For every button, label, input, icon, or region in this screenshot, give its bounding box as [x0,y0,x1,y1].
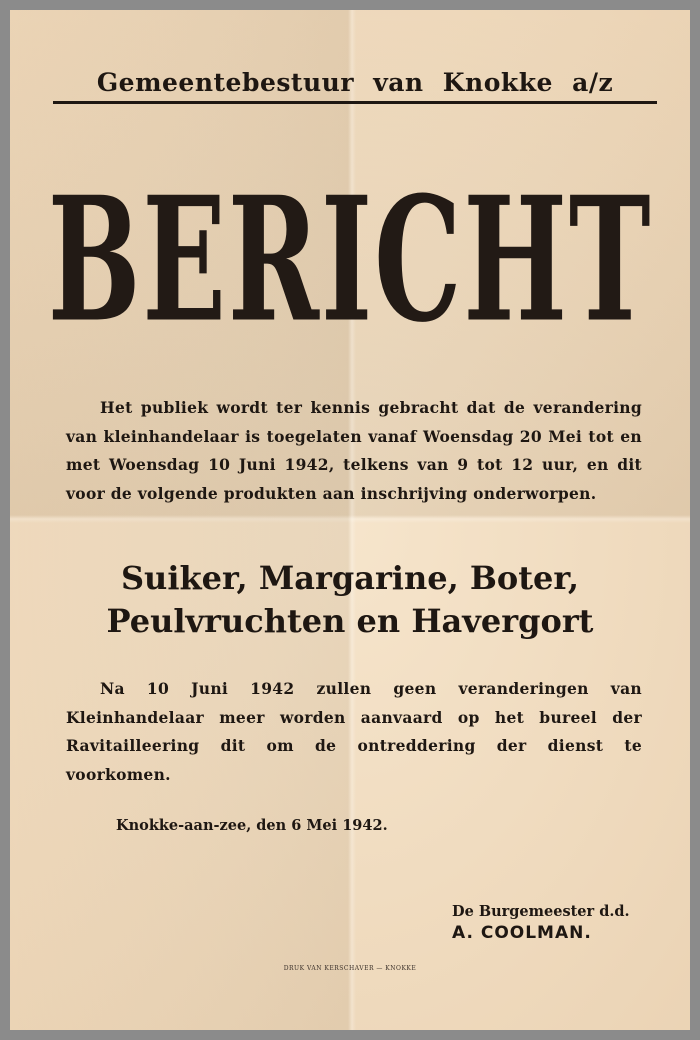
header-rule [53,101,657,104]
signature-name: A. COOLMAN. [452,923,592,943]
signature-title: De Burgemeester d.d. [452,903,630,920]
place-date: Knokke-aan-zee, den 6 Mei 1942. [116,817,388,834]
poster [10,10,690,1030]
municipality-header: Gemeentebestuur van Knokke a/z [96,68,614,97]
notice-paragraph: Na 10 Juni 1942 zullen geen veranderingen van Kleinhandelaar meer worden aanvaard op het bureel der Ravitailleering dit om de ontreddering der dienst te voorkomen. [66,679,642,784]
products-line-1: Suiker, Margarine, Boter, [120,559,580,597]
products-list [30,557,670,643]
poster-title: BERICHT [47,158,653,361]
products-line-2: Peulvruchten en Havergort [106,602,594,640]
title-container [10,158,690,361]
announcement-paragraph: Het publiek wordt ter kennis gebracht dat de verandering van kleinhandelaar is toegelaten vanaf Woensdag 20 Mei tot en met Woensdag 10 Juni 1942, telkens van 9 tot 12 uur, en dit voor de volgende produkten aan inschrijving onderworpen. [66,398,642,503]
printer-credit: DRUK VAN KERSCHAVER — KNOKKE [283,965,417,972]
